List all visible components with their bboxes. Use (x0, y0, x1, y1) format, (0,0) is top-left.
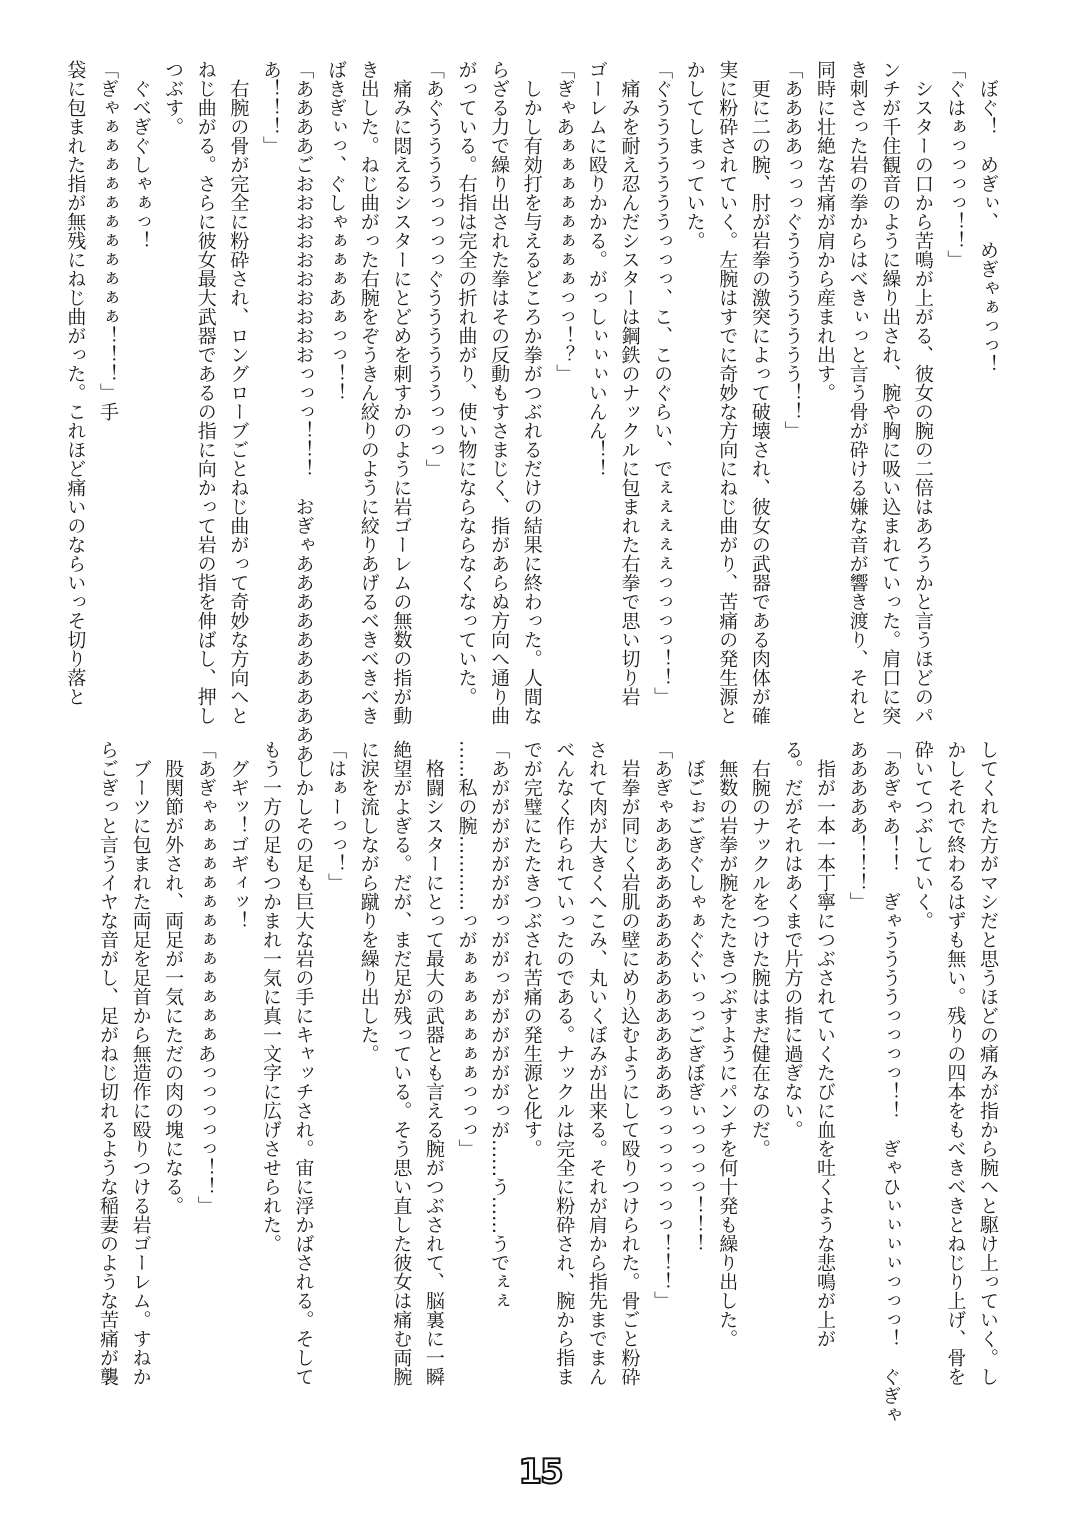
text-column: 股関節が外され、両足が一気にただの肉の塊になる。 (162, 740, 185, 1215)
text-column: ンチが千住観音のように繰り出され、腕や胸に吸い込まれていった。肩口に突 (879, 60, 902, 725)
text-column: 右腕のナックルをつけた腕はまだ健在なのだ。 (748, 740, 771, 1158)
text-column: 袋に包まれた指が無残にねじ曲がった。これほど痛いのならいっそ切り落と (64, 60, 87, 706)
text-column: 「ぎゃぁぁぁぁぁぁぁぁぁぁぁ！！！」手 (96, 60, 119, 421)
text-column: 「あぎゃあ！！ ぎゃううううっっっっ！！ ぎゃひぃぃぃぃっっっ！ ぐぎゃ (879, 740, 902, 1424)
text-column: べんなく作られていったのである。ナックルは完全に粉砕され、腕から指ま (553, 740, 576, 1386)
text-column: グギッ！ゴギィッ！ (227, 740, 250, 930)
text-column: 「ぐはぁっっっっ！！」 (944, 60, 967, 269)
text-column: 実に粉砕されていく。左腕はすでに奇妙な方向にねじ曲がり、苦痛の発生源と (716, 60, 739, 725)
text-column: 痛みに悶えるシスターにとどめを刺すかのように岩ゴーレムの無数の指が動 (390, 60, 413, 725)
text-column: らごぎっと言うイヤな音がし、足がねじ切れるような稲妻のような苦痛が襲 (96, 740, 119, 1386)
text-column: ブーツに包まれた両足を足首から無造作に殴りつける岩ゴーレム。すねか (129, 740, 152, 1386)
text-column: ねじ曲がる。さらに彼女最大武器であるの指に向かって岩の指を伸ばし、押し (194, 60, 217, 725)
text-column: 指が一本一本丁寧につぶされていくたびに血を吐くような悲鳴が上が (814, 740, 837, 1348)
text-column: しかしその足も巨大な岩の手にキャッチされ。宙に浮かばされる。そして (292, 740, 315, 1386)
text-column: 「はぁーっっ！」 (325, 740, 348, 892)
text-column: もう一方の足もつかまれ一気に真一文字に広げさせられた。 (259, 740, 282, 1253)
page-number: 15 (518, 1452, 562, 1492)
text-column: 「あぎゃあああああああああああああああっっっっっっっ！！！」 (651, 740, 674, 1310)
text-column: がっている。右指は完全の折れ曲がり、使い物にならならなくなっていた。 (455, 60, 478, 706)
text-column: 砕いてつぶしていく。 (911, 740, 934, 930)
text-column: シスターの口から苦鳴が上がる、彼女の腕の二倍はあろうかと言うほどのパ (911, 60, 934, 725)
text-column: かしそれで終わるはずも無い。残りの四本をもべきべきとねじり上げ、骨を (944, 740, 967, 1386)
text-column: き刺さった岩の拳からはべきぃっと言う骨が砕ける嫌な音が響き渡り、それと (846, 60, 869, 725)
text-column: ゴーレムに殴りかかる。がっしぃぃぃいんん！！ (585, 60, 608, 478)
text-block-top (59, 60, 1004, 763)
text-column: 「あぐううううっっっっぐううううううっっっ」 (422, 60, 445, 478)
text-column: き出した。ねじ曲がった右腕をぞうきん絞りのように絞りあげるべきべきべき (357, 60, 380, 725)
text-column: 「ああああごおおおおおおおおおおっっっ！！！ おぎゃあああああああああああ (292, 60, 315, 763)
text-column: 更に二の腕、肘が岩拳の激突によって破壊され、彼女の武器である肉体が確 (748, 60, 771, 725)
text-column: に涙を流しながら蹴りを繰り出した。 (357, 740, 380, 1063)
text-column: あ！！！」 (259, 60, 282, 155)
text-column: 「ぎゃあぁぁぁぁぁぁぁぁっっ！？」 (553, 60, 576, 383)
text-column: しかし有効打を与えるどころか拳がつぶれるだけの結果に終わった。人間な (520, 60, 543, 725)
text-column: つぶす。 (162, 60, 185, 136)
text-column: ……私の腕…………っがぁぁぁぁぁぁぁっっっ」 (455, 740, 478, 1158)
text-block-bottom (91, 740, 1004, 1430)
text-column: ぼごぉごぎぐしゃぁぐぐぃっっごぎぼぎぃっっっっ！！！ (683, 740, 706, 1253)
text-column: 格闘シスターにとって最大の武器とも言える腕がつぶされて、脳裏に一瞬 (422, 740, 445, 1386)
text-column: ばきぎぃっ、ぐしゃぁぁぁあぁっっ！！ (325, 60, 348, 402)
text-column: らざる力で繰り出された拳はその反動もすさまじく、指があらぬ方向へ通り曲 (488, 60, 511, 725)
text-column: 同時に壮絶な苦痛が肩から産まれ出す。 (814, 60, 837, 402)
text-column: ぼぐ！ めぎぃ、 めぎゃぁっっ！ (977, 60, 999, 374)
text-column: 痛みを耐え忍んだシスターは鋼鉄のナックルに包まれた右拳で思い切り岩 (618, 60, 641, 706)
text-column: あああああ！！！」 (846, 740, 869, 911)
text-column: 「あがががががががっががっががががががっが……う……うでぇぇ (488, 740, 511, 1310)
text-column: してくれた方がマシだと思うほどの痛みが指から腕へと駆け上っていく。し (977, 740, 999, 1386)
text-column: 「あぎゃぁぁぁぁぁぁぁぁぁぁぁぁあっっっっっ！！」 (194, 740, 217, 1215)
text-column: でが完璧にたたきつぶされ苦痛の発生源と化す。 (520, 740, 543, 1158)
text-column: 「ぐうううううううっっっ、こ、このぐらい、でぇぇぇぇぇっっっっ！！」 (651, 60, 674, 706)
text-column: る。だがそれはあくまで片方の指に過ぎない。 (781, 740, 804, 1139)
text-column: 右腕の骨が完全に粉砕され、ロングローブごとねじ曲がって奇妙な方向へと (227, 60, 250, 725)
text-column: 「ああああっっっぐうううううううう！！」 (781, 60, 804, 440)
text-column: ぐべぎぐしゃぁっ！ (129, 60, 152, 250)
text-column: 絶望がよぎる。だが、まだ足が残っている。そう思い直した彼女は痛む両腕 (390, 740, 413, 1386)
text-column: 岩拳が同じく岩肌の壁にめり込むようにして殴りつけられた。骨ごと粉砕 (618, 740, 641, 1386)
text-column: かしてしまっていた。 (683, 60, 706, 250)
text-column: されて肉が大きくへこみ、丸いくぼみが出来る。それが肩から指先までまん (585, 740, 608, 1386)
text-column: 無数の岩拳が腕をたたきつぶすようにパンチを何十発も繰り出した。 (716, 740, 739, 1348)
